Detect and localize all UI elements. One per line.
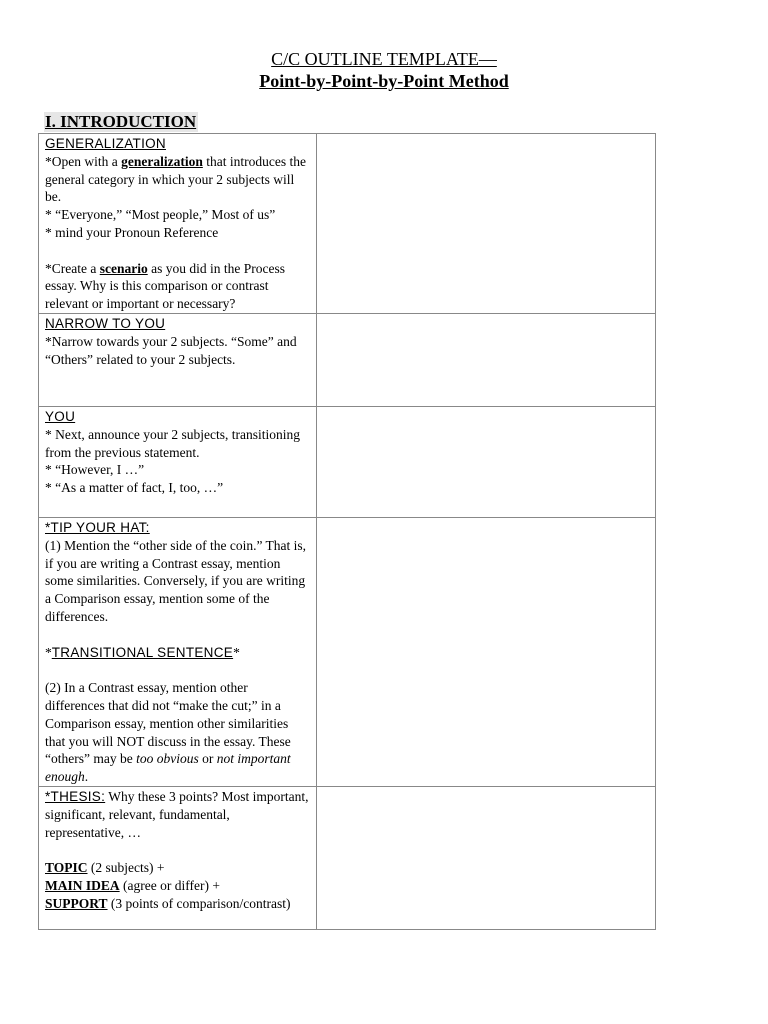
text-run: *Open with a xyxy=(45,153,122,169)
italic-run: not important enough xyxy=(45,751,291,785)
topic-label: TOPIC xyxy=(45,860,88,876)
text-run: . xyxy=(84,769,89,785)
spacer xyxy=(45,242,310,260)
you-example-1: * “However, I …” xyxy=(45,462,145,478)
tiphat-heading: *TIP YOUR HAT: xyxy=(45,519,150,535)
row-narrow-to-you xyxy=(39,313,656,406)
row-you xyxy=(39,406,656,517)
generalization-instructions xyxy=(39,134,317,314)
row-tip-your-hat xyxy=(39,517,656,786)
pronoun-reminder: * mind your Pronoun Reference xyxy=(45,224,219,240)
transitional-sentence-label xyxy=(45,644,310,662)
text-run: (2) In a Contrast essay, mention other differences that did not “make the cut;” in a Comparison essay, mention other similarities that you will NOT discuss in the essay. These “others” may be xyxy=(45,680,291,767)
narrow-heading: NARROW TO YOU xyxy=(45,315,166,331)
thesis-heading: *THESIS: xyxy=(45,788,106,804)
transitional-sentence-heading: TRANSITIONAL SENTENCE xyxy=(51,644,234,660)
you-text: * Next, announce your 2 subjects, transitioning from the previous statement. xyxy=(45,426,300,460)
spacer xyxy=(45,661,310,679)
tiphat-instructions xyxy=(39,517,317,786)
document-title: C/C OUTLINE TEMPLATE— xyxy=(271,49,497,69)
text-run: (agree or differ) + xyxy=(119,877,220,893)
generalization-keyword: generalization xyxy=(121,153,203,169)
thesis-text xyxy=(45,788,310,841)
you-example-2: * “As a matter of fact, I, too, …” xyxy=(45,480,224,496)
narrow-answer-cell[interactable] xyxy=(317,313,656,406)
text-run: Why these 3 points? Most important, significant, relevant, fundamental, representative, … xyxy=(45,788,309,840)
text-run: * xyxy=(233,644,240,660)
text-run: (3 points of comparison/contrast) xyxy=(107,895,291,911)
thesis-answer-cell[interactable] xyxy=(317,786,656,929)
spacer xyxy=(45,626,310,644)
narrow-text: *Narrow towards your 2 subjects. “Some” and “Others” related to your 2 subjects. xyxy=(45,333,297,367)
topic-line xyxy=(45,859,310,877)
text-run: (2 subjects) + xyxy=(87,860,165,876)
generalization-answer-cell[interactable] xyxy=(317,134,656,314)
narrow-instructions xyxy=(39,313,317,406)
text-run: as you did in the Process essay. Why is this comparison or contrast relevant or important or necessary? xyxy=(45,260,285,312)
text-run: or xyxy=(198,751,217,767)
you-heading: YOU xyxy=(45,408,76,424)
generalization-heading: GENERALIZATION xyxy=(45,136,166,151)
generalization-text xyxy=(45,153,310,206)
main-idea-line xyxy=(45,877,310,895)
text-run: *Create a xyxy=(45,260,100,276)
scenario-text xyxy=(45,260,310,313)
row-thesis xyxy=(39,786,656,929)
support-line xyxy=(45,895,310,913)
row-generalization xyxy=(39,134,656,314)
support-label: SUPPORT xyxy=(45,895,108,911)
spacer xyxy=(45,841,310,859)
document-subtitle: Point-by-Point-by-Point Method xyxy=(259,71,509,91)
tiphat-text-1: (1) Mention the “other side of the coin.” That is, if you are writing a Contrast essay, mention some similarities. Conversely, if you are writing a Comparison essay, mention some of the differences. xyxy=(45,537,307,624)
you-answer-cell[interactable] xyxy=(317,406,656,517)
main-idea-label: MAIN IDEA xyxy=(45,877,120,893)
text-run: that introduces the general category in which your 2 subjects will be. xyxy=(45,153,306,205)
italic-run: too obvious xyxy=(136,751,199,767)
text-run: * xyxy=(45,644,52,660)
you-instructions xyxy=(39,406,317,517)
scenario-keyword: scenario xyxy=(99,260,148,276)
section-heading-introduction: I. INTRODUCTION xyxy=(45,112,197,131)
outline-table xyxy=(38,133,656,930)
generalization-example: * “Everyone,” “Most people,” Most of us” xyxy=(45,207,276,223)
thesis-instructions xyxy=(39,786,317,929)
tiphat-answer-cell[interactable] xyxy=(317,517,656,786)
tiphat-text-2 xyxy=(45,679,310,786)
